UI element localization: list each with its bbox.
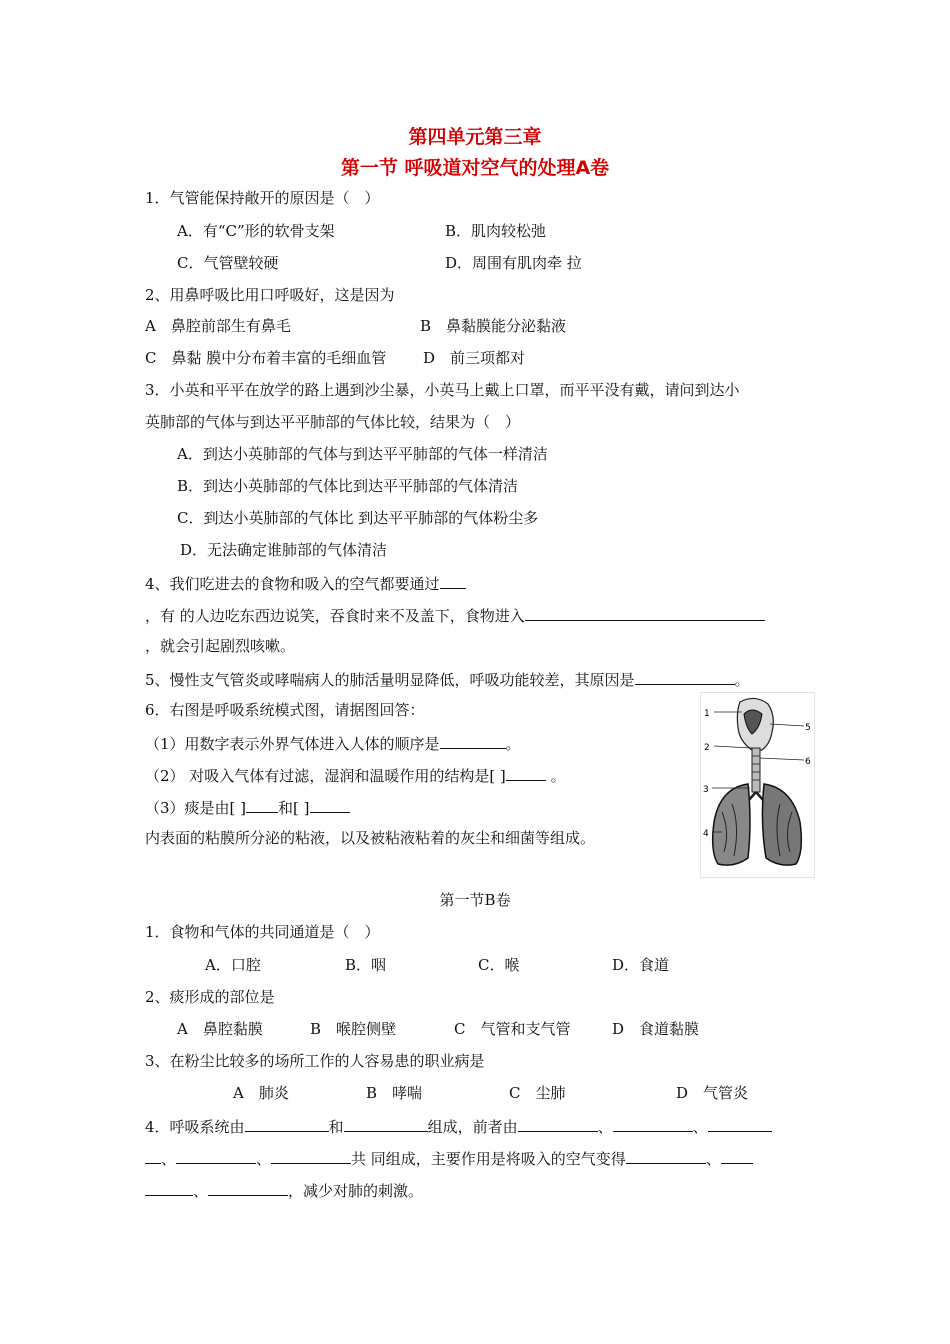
- blank: [721, 1147, 753, 1164]
- b-q4-line2: 、 、 共 同组成，主要作用是将吸入的空气变得 、: [145, 1147, 753, 1169]
- blank: [310, 796, 350, 813]
- a-q2-option-c: C 鼻黏 膜中分布着丰富的毛细血管: [145, 349, 387, 367]
- b-q3-option-b: B 哮喘: [366, 1084, 423, 1102]
- section-title: 第一节 呼吸道对空气的处理A卷: [340, 157, 610, 179]
- b-q2-option-b: B 喉腔侧壁: [310, 1020, 397, 1038]
- a-q2-option-a: A 鼻腔前部生有鼻毛: [145, 317, 291, 335]
- a-q3-stem-line1: 3．小英和平平在放学的路上遇到沙尘暴，小英马上戴上口罩，而平平没有戴，请问到达小: [145, 381, 740, 399]
- b-q1-option-b: B．咽: [345, 956, 387, 974]
- a-q4-line1: 4、我们吃进去的食物和吸入的空气都要通过: [145, 572, 466, 594]
- a-q3-option-d: D．无法确定谁肺部的气体清洁: [180, 541, 388, 559]
- a-q5: 5、慢性支气管炎或哮喘病人的肺活量明显降低，呼吸功能较差，其原因是 。: [145, 668, 750, 690]
- b-q3-option-c: C 尘肺: [509, 1084, 566, 1102]
- a-q6-sub3-line2: 内表面的粘膜所分泌的粘液，以及被粘液粘着的灰尘和细菌等组成。: [145, 829, 596, 847]
- a-q3-stem-line2: 英肺部的气体与到达平平肺部的气体比较，结果为（ ）: [145, 413, 521, 431]
- b-q1-option-a: A．口腔: [205, 956, 261, 974]
- a-q4-line3: ，就会引起剧烈咳嗽。: [145, 637, 296, 655]
- a-q3-option-c: C．到达小英肺部的气体比 到达平平肺部的气体粉尘多: [177, 509, 539, 527]
- blank: [626, 1147, 706, 1164]
- figure-label-2: 2: [704, 743, 710, 753]
- a-q2-stem: 2、用鼻呼吸比用口呼吸好，这是因为: [145, 286, 395, 304]
- a-q1-option-a: A．有“C”形的软骨支架: [177, 222, 335, 240]
- blank: [525, 604, 765, 621]
- b-q4-line3: 、 ，减少对肺的刺激。: [145, 1179, 423, 1201]
- blank: [440, 572, 466, 589]
- a-q6-sub2: （2） 对吸入气体有过滤，湿润和温暖作用的结构是[ ] 。: [145, 764, 566, 786]
- a-q2-option-b: B 鼻黏膜能分泌黏液: [420, 317, 567, 335]
- blank: [145, 1147, 161, 1164]
- blank: [246, 796, 278, 813]
- blank: [176, 1147, 256, 1164]
- a-q1-option-d: D．周围有肌肉牵 拉: [445, 254, 582, 272]
- blank: [518, 1115, 598, 1132]
- a-q3-option-b: B．到达小英肺部的气体比到达平平肺部的气体清洁: [177, 477, 519, 495]
- a-q6-sub3: （3）痰是由[ ] 和[ ]: [145, 796, 350, 818]
- blank: [635, 668, 735, 685]
- blank: [708, 1115, 772, 1132]
- b-q3-option-a: A 肺炎: [233, 1084, 289, 1102]
- blank: [440, 732, 506, 749]
- a-q3-option-a: A．到达小英肺部的气体与到达平平肺部的气体一样清洁: [177, 445, 548, 463]
- b-q1-stem: 1．食物和气体的共同通道是（ ）: [145, 923, 380, 941]
- figure-label-1: 1: [704, 709, 710, 719]
- blank: [344, 1115, 428, 1132]
- a-q6-sub1: （1）用数字表示外界气体进入人体的顺序是 。: [145, 732, 521, 754]
- b-q1-option-d: D．食道: [612, 956, 670, 974]
- b-q3-option-d: D 气管炎: [676, 1084, 749, 1102]
- blank: [208, 1179, 288, 1196]
- blank: [145, 1179, 193, 1196]
- respiratory-system-figure: [700, 692, 815, 878]
- b-q2-option-c: C 气管和支气管: [454, 1020, 571, 1038]
- blank: [613, 1115, 693, 1132]
- b-q2-option-d: D 食道黏膜: [612, 1020, 700, 1038]
- blank: [271, 1147, 351, 1164]
- a-q4-line2: ，有 的人边吃东西边说笑，吞食时来不及盖下，食物进入: [145, 604, 765, 626]
- figure-label-4: 4: [703, 829, 709, 839]
- blank: [245, 1115, 329, 1132]
- b-q2-stem: 2、痰形成的部位是: [145, 988, 275, 1006]
- a-q2-option-d: D 前三项都对: [423, 349, 526, 367]
- figure-label-6: 6: [805, 757, 811, 767]
- b-q3-stem: 3、在粉尘比较多的场所工作的人容易患的职业病是: [145, 1052, 485, 1070]
- part-b-heading: 第一节B卷: [439, 891, 511, 909]
- a-q6-stem: 6．右图是呼吸系统模式图，请据图回答：: [145, 701, 425, 719]
- blank: [506, 764, 546, 781]
- b-q4-line1: 4．呼吸系统由 和 组成，前者由 、 、: [145, 1115, 772, 1137]
- figure-label-3: 3: [703, 785, 709, 795]
- b-q2-option-a: A 鼻腔黏膜: [177, 1020, 263, 1038]
- a-q1-option-b: B．肌肉较松弛: [445, 222, 547, 240]
- main-title: 第四单元第三章: [408, 126, 542, 148]
- a-q1-stem: 1．气管能保持敞开的原因是（ ）: [145, 189, 380, 207]
- figure-label-5: 5: [805, 723, 811, 733]
- b-q1-option-c: C．喉: [478, 956, 520, 974]
- a-q1-option-c: C．气管壁较硬: [177, 254, 279, 272]
